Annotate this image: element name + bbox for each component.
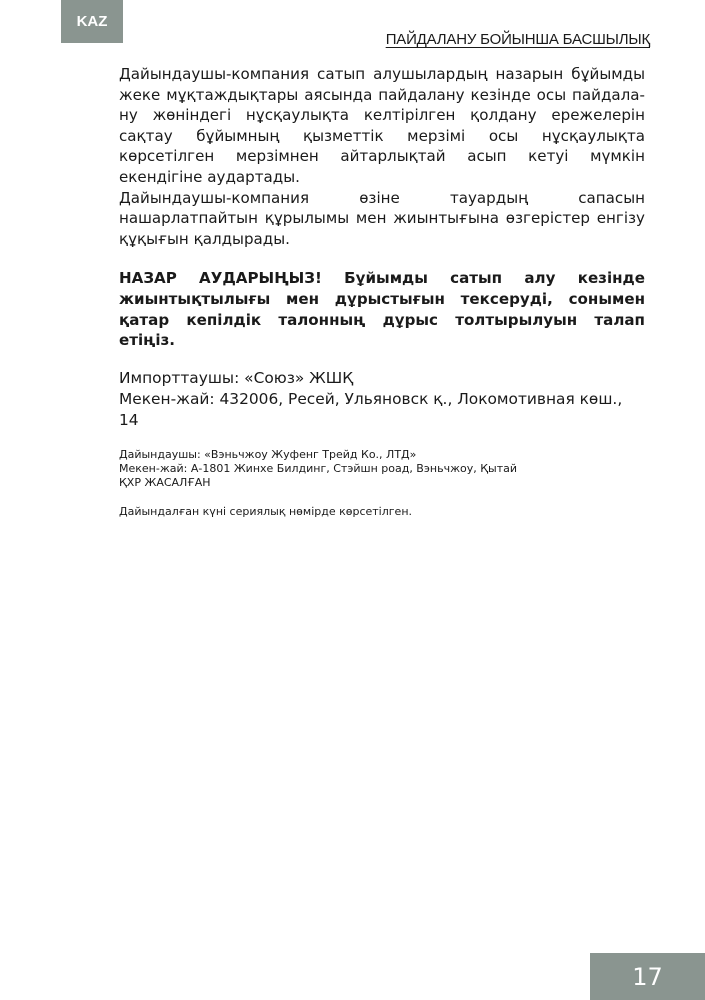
page-content [119,64,645,519]
page-number-box [590,953,705,1000]
text-line: бұйымның қызметтік мерзімі осы нұсқаулықта көрсетілген мерзімнен [119,126,645,166]
page-number: 17 [632,962,663,991]
importer-block [119,368,645,431]
manufacture-date-note: Дайындалған күні сериялық нөмірде көрсетілген. [119,505,413,519]
attention-warning [119,268,645,350]
manufacturer-name: Дайындаушы: «Вэньчжоу Жуфенг Трейд Ко., ЛТД» [119,447,417,461]
language-label: KAZ [76,13,108,30]
text-line: құрылымы мен жиынтығына өзгерістер енгізу құқығын қалдырады. [119,209,645,248]
text-line: жеке мұқтаждықтары аясында пайдалану кезінде осы пайдала- [119,85,645,104]
text-line: жиынтықтылығы мен дұрыстығын тексеруді, сонымен қатар [119,289,645,329]
importer-name: Импорттаушы: «Союз» ЖШҚ [119,368,354,387]
language-tab [61,0,123,43]
manufacturer-address: Мекен-жай: А-1801 Жинхе Билдинг, Стэйшн роад, Вэньчжоу, Қытай [119,461,517,475]
text-line: ну жөніндегі нұсқаулықта келтірілген қолдану ережелерін сақтау [119,106,645,145]
text-line: айтарлықтай асып кетуі мүмкін екендігіне аудартады. [119,147,645,186]
page-header-title: ПАЙДАЛАНУ БОЙЫНША БАСШЫЛЫҚ [385,31,650,48]
text-line: кепілдік талонның дұрыс толтырылуын талап етіңіз. [119,310,645,350]
design-change-paragraph [119,188,645,250]
manufacturer-block [119,448,645,491]
text-line: НАЗАР АУДАРЫҢЫЗ! Бұйымды сатып алу кезінде [119,269,645,288]
importer-address: Мекен-жай: 432006, Ресей, Ульяновск қ., Локомотивная көш., 14 [119,389,623,429]
country-of-origin: ҚХР ЖАСАЛҒАН [119,476,211,490]
text-line: Дайындаушы-компания сатып алушылардың назарын бұйымды [119,65,645,83]
manufacturer-notice-paragraph [119,64,645,188]
text-line: Дайындаушы-компания өзіне тауардың сапасын нашарлатпайтын [119,188,645,228]
